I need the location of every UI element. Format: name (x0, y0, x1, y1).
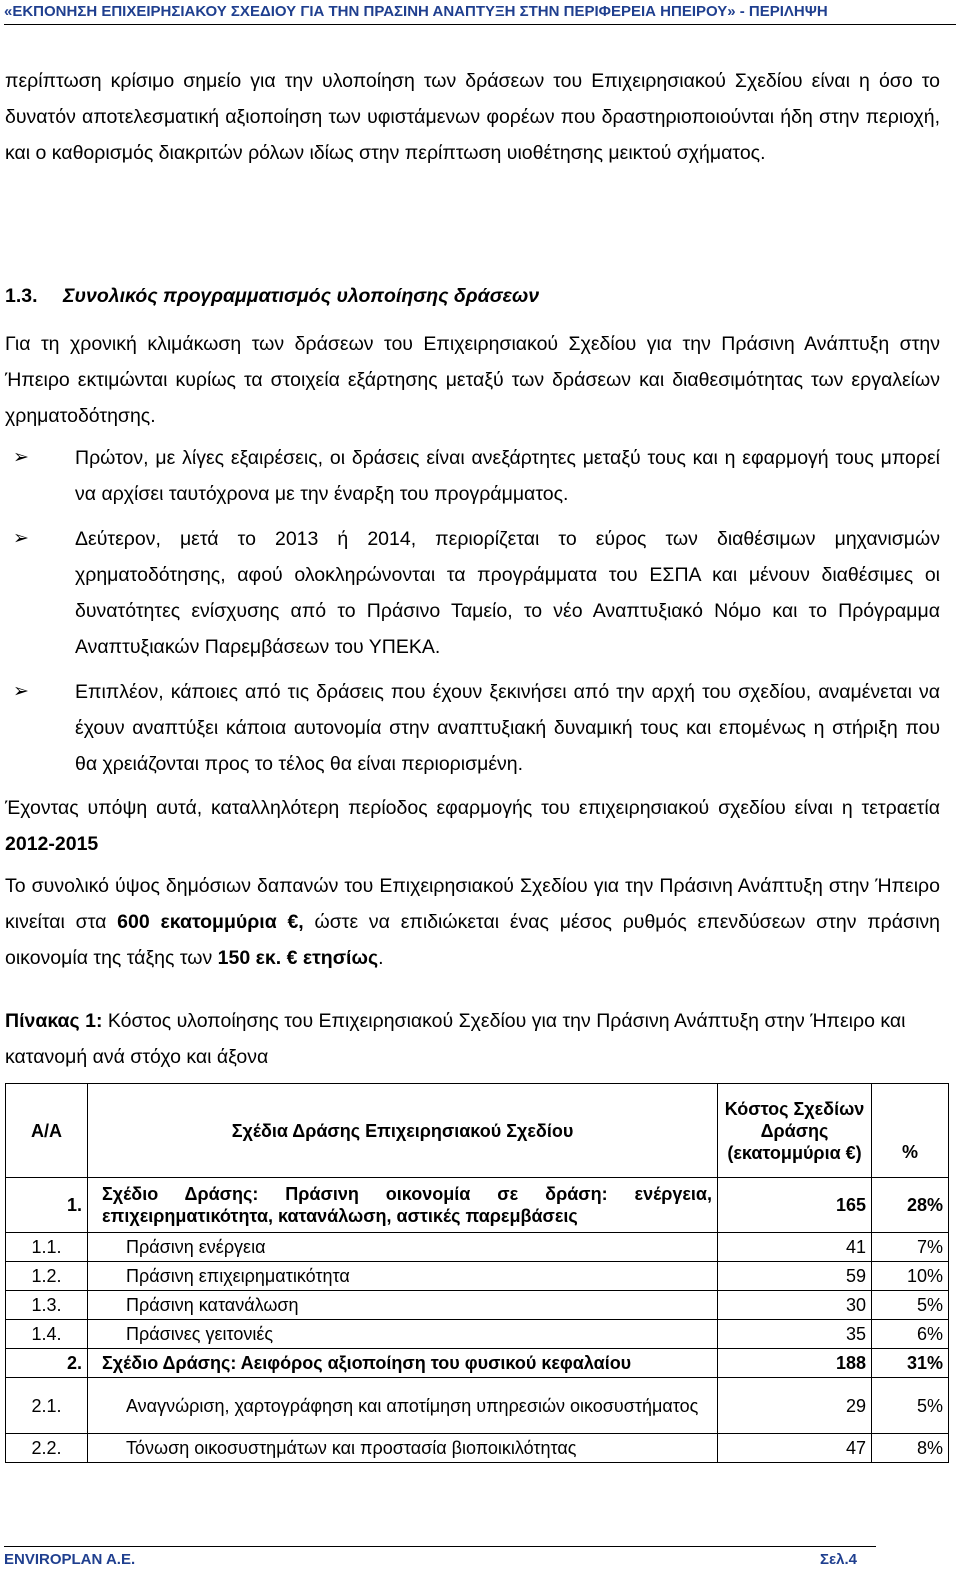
cell-aa: 2.2. (6, 1434, 88, 1463)
section-title: Συνολικός προγραμματισμός υλοποίησης δράσεων (63, 285, 540, 307)
cell-plan: Πράσινες γειτονιές (88, 1320, 718, 1349)
budget-text-a: Το συνολικό ύψος δημόσιων δαπανών του Επιχειρησιακού Σχεδίου για την Πράσινη Ανάπτυξη στην Ήπειρο κινείται στα (5, 875, 940, 933)
caption-label: Πίνακας 1: (5, 1010, 103, 1032)
running-header: «ΕΚΠΟΝΗΣΗ ΕΠΙΧΕΙΡΗΣΙΑΚΟΥ ΣΧΕΔΙΟΥ ΓΙΑ ΤΗΝ ΠΡΑΣΙΝΗ ΑΝΑΠΤΥΞΗ ΣΤΗΝ ΠΕΡΙΦΕΡΕΙΑ ΗΠΕΙΡΟΥ» - ΠΕΡΙΛΗΨΗ (4, 3, 828, 20)
col-header-cost: Κόστος Σχεδίων Δράσης (εκατομμύρια €) (718, 1084, 872, 1178)
cell-cost: 59 (718, 1262, 872, 1291)
table-row (6, 1320, 949, 1349)
budget-text-e: . (378, 947, 384, 969)
cell-cost: 41 (718, 1233, 872, 1262)
cell-pct: 7% (872, 1233, 949, 1262)
bullet-item (5, 674, 940, 782)
cell-aa: 1.1. (6, 1233, 88, 1262)
table-header-row (6, 1084, 949, 1178)
bullet-text: Επιπλέον, κάποιες από τις δράσεις που έχουν ξεκινήσει από την αρχή του σχεδίου, αναμένεται να έχουν αναπτύξει κάποια αυτονομία στην αναπτυξιακή δυναμική τους και επομένως η στήριξη που θα χρειάζονται προς το τέλος θα είναι περιορισμένη. (75, 681, 940, 775)
cell-pct: 5% (872, 1378, 949, 1434)
cell-pct: 10% (872, 1262, 949, 1291)
cell-plan: Πράσινη επιχειρηματικότητα (88, 1262, 718, 1291)
bullet-text: Πρώτον, με λίγες εξαιρέσεις, οι δράσεις είναι ανεξάρτητες μεταξύ τους και η εφαρμογή τους μπορεί να αρχίσει ταυτόχρονα με την έναρξη του προγράμματος. (75, 447, 940, 505)
arrow-bullet-icon: ➢ (13, 681, 29, 702)
table-row (6, 1291, 949, 1320)
table-row (6, 1378, 949, 1434)
cost-table (5, 1083, 949, 1463)
bullet-text: Δεύτερον, μετά το 2013 ή 2014, περιορίζεται το εύρος των διαθέσιμων μηχανισμών χρηματοδότησης, αφού ολοκληρώνονται τα προγράμματα του ΕΣΠΑ και μένουν διαθέσιμες οι δυνατότητες ενίσχυσης από το Πράσινο Ταμείο, το νέο Αναπτυξιακό Νόμο και το Πρόγραμμα Αναπτυξιακών Παρεμβάσεων του ΥΠΕΚΑ. (75, 528, 940, 658)
cell-pct: 8% (872, 1434, 949, 1463)
table-row (6, 1233, 949, 1262)
cell-cost: 47 (718, 1434, 872, 1463)
section-number: 1.3. (5, 285, 38, 307)
budget-text-c: ώστε να επιδιώκεται ένας μέσος ρυθμός επενδύσεων στην πράσινη οικονομία της τάξης των (5, 911, 941, 969)
budget-annual: 150 εκ. € ετησίως (217, 947, 379, 969)
cell-pct: 31% (872, 1349, 949, 1378)
page-number: Σελ.4 (820, 1551, 857, 1568)
footer-company: ENVIROPLAN A.E. (4, 1551, 136, 1568)
paragraph-scaling: Για τη χρονική κλιμάκωση των δράσεων του Επιχειρησιακού Σχεδίου για την Πράσινη Ανάπτυξη στην Ήπειρο εκτιμώνται κυρίως τα στοιχεία εξάρτησης μεταξύ των δράσεων και διαθεσιμότητας των εργαλείων χρηματοδότησης. (5, 333, 940, 427)
cell-cost: 188 (718, 1349, 872, 1378)
cell-cost: 29 (718, 1378, 872, 1434)
table-row (6, 1262, 949, 1291)
cell-aa: 1.4. (6, 1320, 88, 1349)
cell-plan: Πράσινη ενέργεια (88, 1233, 718, 1262)
col-header-plan: Σχέδια Δράσης Επιχειρησιακού Σχεδίου (88, 1084, 718, 1178)
table-caption (5, 1003, 940, 1075)
table-row (6, 1178, 949, 1233)
cell-aa: 2.1. (6, 1378, 88, 1434)
cell-pct: 28% (872, 1178, 949, 1233)
header-divider (4, 24, 956, 25)
cell-plan: Τόνωση οικοσυστημάτων και προστασία βιοποικιλότητας (88, 1434, 718, 1463)
paragraph-budget (5, 868, 940, 976)
bullet-item (5, 521, 940, 665)
caption-text: Κόστος υλοποίησης του Επιχειρησιακού Σχεδίου για την Πράσινη Ανάπτυξη στην Ήπειρο και κατανομή ανά στόχο και άξονα (5, 1010, 906, 1068)
cell-cost: 165 (718, 1178, 872, 1233)
cell-aa: 1. (6, 1178, 88, 1233)
cell-cost: 35 (718, 1320, 872, 1349)
cell-plan: Σχέδιο Δράσης: Πράσινη οικονομία σε δράση: ενέργεια, επιχειρηματικότητα, κατανάλωση, αστικές παρεμβάσεις (88, 1178, 718, 1233)
arrow-bullet-icon: ➢ (13, 528, 29, 549)
cell-aa: 2. (6, 1349, 88, 1378)
footer-divider (4, 1546, 876, 1547)
bullet-item (5, 440, 940, 512)
cell-aa: 1.2. (6, 1262, 88, 1291)
cell-plan: Αναγνώριση, χαρτογράφηση και αποτίμηση υπηρεσιών οικοσυστήματος (88, 1378, 718, 1434)
cell-cost: 30 (718, 1291, 872, 1320)
arrow-bullet-icon: ➢ (13, 447, 29, 468)
table-row (6, 1349, 949, 1378)
period-text: Έχοντας υπόψη αυτά, καταλληλότερη περίοδος εφαρμογής του επιχειρησιακού σχεδίου είναι η τετραετία (5, 797, 940, 819)
col-header-aa: Α/Α (6, 1084, 88, 1178)
section-heading (5, 285, 539, 308)
col-header-pct: % (872, 1084, 949, 1178)
cell-pct: 5% (872, 1291, 949, 1320)
cell-aa: 1.3. (6, 1291, 88, 1320)
intro-paragraph: περίπτωση κρίσιμο σημείο για την υλοποίηση των δράσεων του Επιχειρησιακού Σχεδίου είναι η όσο το δυνατόν αποτελεσματική αξιοποίηση των υφιστάμενων φορέων που δραστηριοποιούνται ήδη στην περιοχή, και ο καθορισμός διακριτών ρόλων ιδίως στην περίπτωση υιοθέτησης μεικτού σχήματος. (5, 70, 940, 164)
paragraph-period (5, 790, 940, 862)
cell-plan: Πράσινη κατανάλωση (88, 1291, 718, 1320)
cell-pct: 6% (872, 1320, 949, 1349)
period-value: 2012-2015 (5, 833, 99, 855)
table-row (6, 1434, 949, 1463)
cell-plan: Σχέδιο Δράσης: Αειφόρος αξιοποίηση του φυσικού κεφαλαίου (88, 1349, 718, 1378)
budget-total: 600 εκατομμύρια €, (117, 911, 304, 933)
